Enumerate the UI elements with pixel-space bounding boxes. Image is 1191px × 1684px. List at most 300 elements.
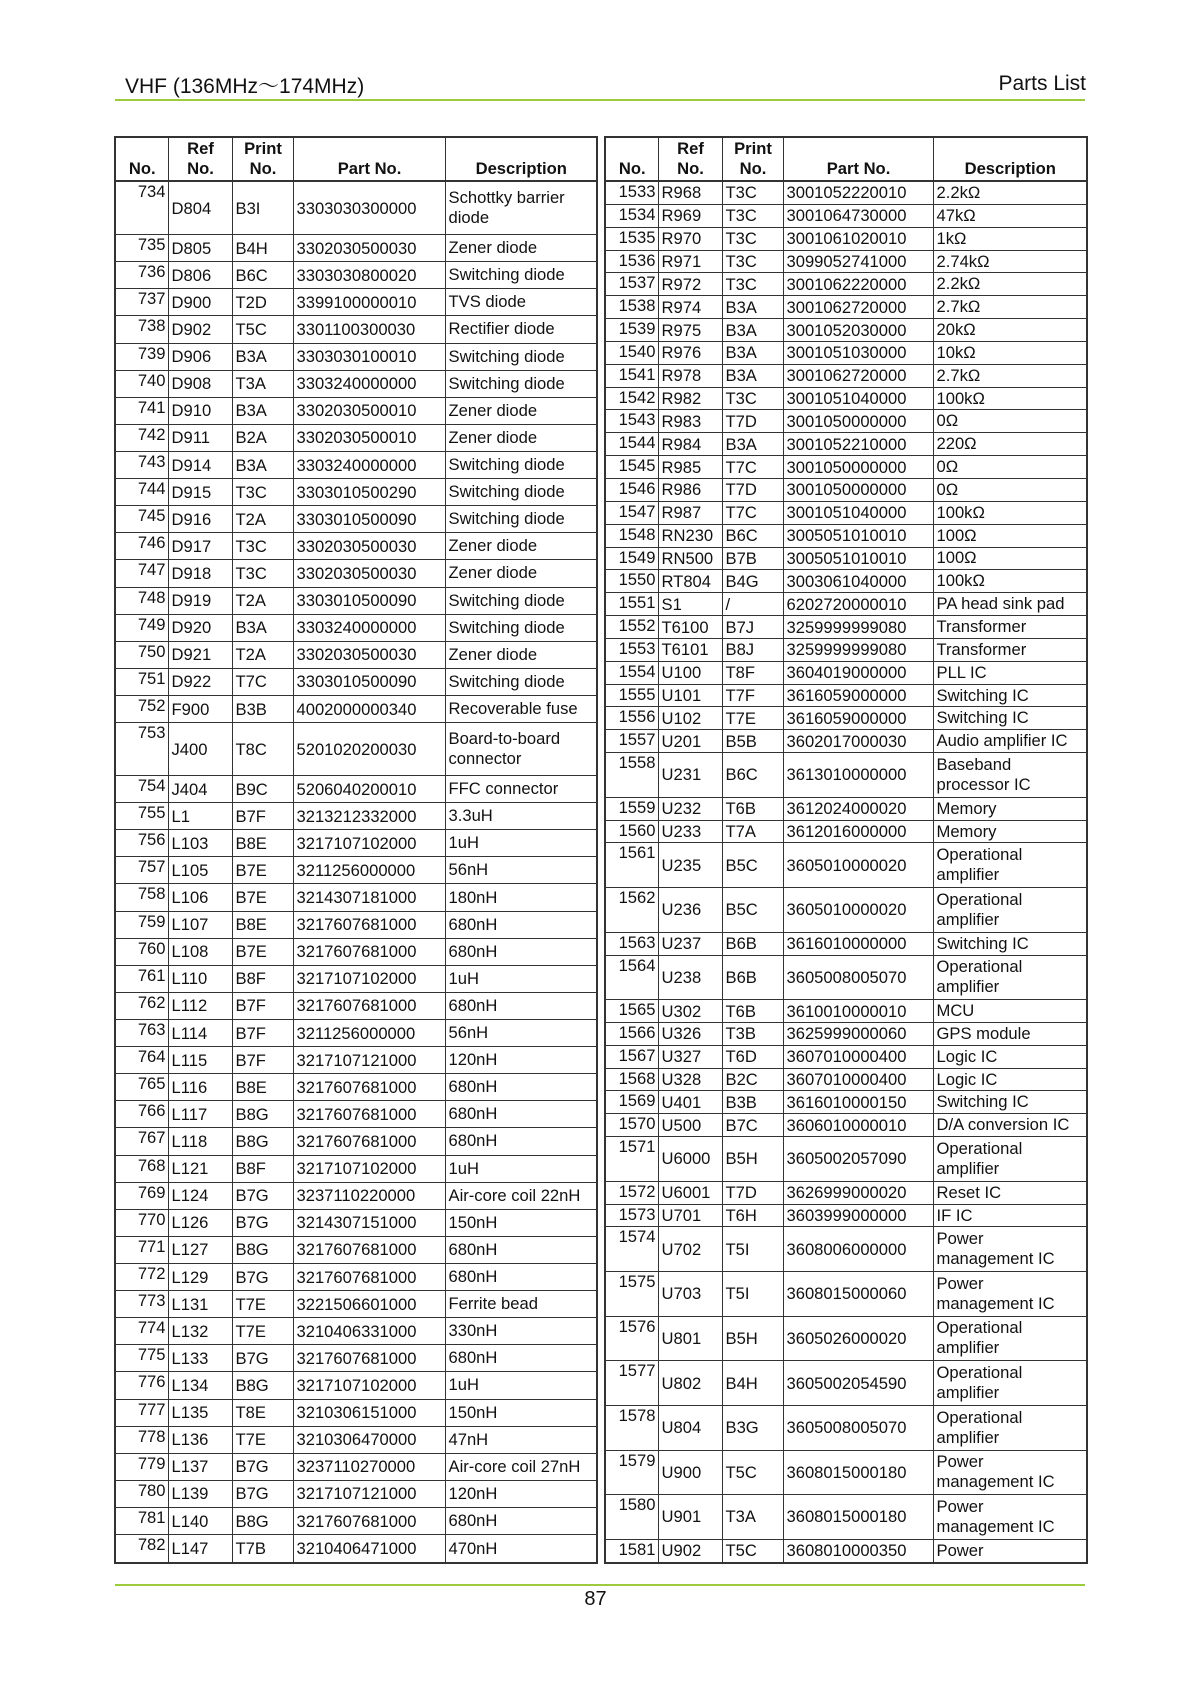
cell-part: 3303010500290 xyxy=(293,479,445,506)
cell-no: 760 xyxy=(115,938,168,965)
cell-part: 3302030500030 xyxy=(293,641,445,668)
cell-print: B3A xyxy=(722,433,783,456)
cell-part: 3001062220000 xyxy=(783,273,933,296)
cell-no: 1550 xyxy=(605,570,658,593)
cell-part: 3217607681000 xyxy=(293,1507,445,1534)
cell-desc: 680nH xyxy=(445,911,597,938)
cell-ref: L112 xyxy=(168,992,232,1019)
cell-part: 3001064730000 xyxy=(783,204,933,227)
cell-ref: L118 xyxy=(168,1128,232,1155)
cell-ref: R978 xyxy=(658,364,722,387)
cell-ref: U237 xyxy=(658,932,722,955)
table-row xyxy=(115,262,597,289)
cell-ref: R972 xyxy=(658,273,722,296)
cell-desc: Power management IC xyxy=(933,1272,1087,1317)
cell-no: 1534 xyxy=(605,204,658,227)
cell-part: 3217107102000 xyxy=(293,1155,445,1182)
cell-print: T7D xyxy=(722,410,783,433)
cell-print: B7E xyxy=(232,884,293,911)
cell-ref: R976 xyxy=(658,341,722,364)
cell-part: 3217607681000 xyxy=(293,1128,445,1155)
cell-print: B7B xyxy=(722,547,783,570)
cell-desc: Switching diode xyxy=(445,370,597,397)
cell-print: B3B xyxy=(232,695,293,722)
cell-part: 3259999999080 xyxy=(783,616,933,639)
cell-no: 1552 xyxy=(605,616,658,639)
table-row xyxy=(115,668,597,695)
table-row xyxy=(605,296,1087,319)
cell-no: 1559 xyxy=(605,797,658,820)
cell-part: 3001061020010 xyxy=(783,227,933,250)
cell-print: B7G xyxy=(232,1480,293,1507)
cell-no: 1545 xyxy=(605,456,658,479)
cell-print: B8G xyxy=(232,1101,293,1128)
cell-no: 1569 xyxy=(605,1091,658,1114)
cell-part: 3301100300030 xyxy=(293,316,445,343)
cell-print: T8F xyxy=(722,661,783,684)
cell-desc: 100kΩ xyxy=(933,570,1087,593)
cell-part: 3605008005070 xyxy=(783,955,933,1000)
cell-print: T3B xyxy=(722,1022,783,1045)
table-row xyxy=(605,1450,1087,1495)
cell-part: 3303010500090 xyxy=(293,587,445,614)
cell-ref: U201 xyxy=(658,730,722,753)
table-row xyxy=(115,1182,597,1209)
cell-print: B3A xyxy=(722,341,783,364)
cell-no: 759 xyxy=(115,911,168,938)
cell-desc: 56nH xyxy=(445,857,597,884)
cell-part: 3616059000000 xyxy=(783,707,933,730)
cell-part: 3217607681000 xyxy=(293,1345,445,1372)
cell-part: 3237110270000 xyxy=(293,1453,445,1480)
cell-no: 1535 xyxy=(605,227,658,250)
cell-ref: R975 xyxy=(658,319,722,342)
cell-ref: L107 xyxy=(168,911,232,938)
cell-part: 3610010000010 xyxy=(783,1000,933,1023)
table-row xyxy=(115,857,597,884)
cell-no: 1567 xyxy=(605,1045,658,1068)
cell-part: 3608015000180 xyxy=(783,1495,933,1540)
table-row xyxy=(115,1155,597,1182)
cell-part: 3210406471000 xyxy=(293,1535,445,1563)
cell-no: 1572 xyxy=(605,1181,658,1204)
cell-ref: L132 xyxy=(168,1318,232,1345)
cell-part: 3217607681000 xyxy=(293,1074,445,1101)
cell-desc: 1uH xyxy=(445,830,597,857)
cell-desc: Recoverable fuse xyxy=(445,695,597,722)
cell-no: 774 xyxy=(115,1318,168,1345)
cell-desc: Zener diode xyxy=(445,641,597,668)
cell-part: 3303010500090 xyxy=(293,506,445,533)
cell-part: 3210406331000 xyxy=(293,1318,445,1345)
cell-desc: Operational amplifier xyxy=(933,1361,1087,1406)
cell-no: 750 xyxy=(115,641,168,668)
cell-no: 1553 xyxy=(605,638,658,661)
cell-ref: L139 xyxy=(168,1480,232,1507)
cell-no: 737 xyxy=(115,289,168,316)
cell-print: T5C xyxy=(722,1450,783,1495)
table-row xyxy=(115,343,597,370)
cell-desc: Reset IC xyxy=(933,1181,1087,1204)
table-row xyxy=(605,888,1087,933)
cell-desc: Power xyxy=(933,1539,1087,1563)
cell-no: 747 xyxy=(115,560,168,587)
cell-desc: 100Ω xyxy=(933,547,1087,570)
cell-desc: 180nH xyxy=(445,884,597,911)
table-row xyxy=(605,524,1087,547)
cell-print: T7E xyxy=(232,1426,293,1453)
cell-part: 3605002057090 xyxy=(783,1137,933,1182)
cell-desc: Operational amplifier xyxy=(933,955,1087,1000)
cell-no: 742 xyxy=(115,424,168,451)
cell-ref: U802 xyxy=(658,1361,722,1406)
cell-part: 3217607681000 xyxy=(293,938,445,965)
table-row xyxy=(115,830,597,857)
cell-part: 3302030500010 xyxy=(293,424,445,451)
cell-print: B7G xyxy=(232,1209,293,1236)
cell-ref: D916 xyxy=(168,506,232,533)
cell-print: / xyxy=(722,593,783,616)
cell-no: 1533 xyxy=(605,181,658,204)
table-row xyxy=(605,387,1087,410)
cell-desc: Zener diode xyxy=(445,235,597,262)
cell-part: 3217607681000 xyxy=(293,1101,445,1128)
cell-ref: U302 xyxy=(658,1000,722,1023)
table-row xyxy=(605,250,1087,273)
cell-no: 1579 xyxy=(605,1450,658,1495)
cell-part: 3605002054590 xyxy=(783,1361,933,1406)
cell-no: 1565 xyxy=(605,1000,658,1023)
cell-ref: D805 xyxy=(168,235,232,262)
cell-ref: U231 xyxy=(658,753,722,798)
cell-no: 744 xyxy=(115,479,168,506)
cell-ref: L103 xyxy=(168,830,232,857)
cell-no: 1549 xyxy=(605,547,658,570)
table-row xyxy=(115,1507,597,1534)
cell-desc: MCU xyxy=(933,1000,1087,1023)
cell-part: 3221506601000 xyxy=(293,1291,445,1318)
cell-print: T3C xyxy=(722,204,783,227)
cell-part: 3607010000400 xyxy=(783,1068,933,1091)
cell-part: 3001051040000 xyxy=(783,387,933,410)
cell-ref: L110 xyxy=(168,965,232,992)
table-row xyxy=(115,235,597,262)
cell-no: 754 xyxy=(115,776,168,803)
cell-desc: 150nH xyxy=(445,1209,597,1236)
cell-print: B3A xyxy=(232,614,293,641)
cell-ref: U900 xyxy=(658,1450,722,1495)
cell-print: B8E xyxy=(232,830,293,857)
cell-no: 779 xyxy=(115,1453,168,1480)
cell-ref: D918 xyxy=(168,560,232,587)
table-row xyxy=(115,397,597,424)
cell-ref: D922 xyxy=(168,668,232,695)
cell-print: B8G xyxy=(232,1372,293,1399)
cell-no: 736 xyxy=(115,262,168,289)
col-desc-header: Description xyxy=(933,137,1087,181)
col-no-header: No. xyxy=(605,137,658,181)
cell-desc: Zener diode xyxy=(445,560,597,587)
parts-table-left xyxy=(114,136,598,1564)
cell-ref: U500 xyxy=(658,1114,722,1137)
cell-desc: 100kΩ xyxy=(933,501,1087,524)
cell-part: 3612024000020 xyxy=(783,797,933,820)
table-row xyxy=(605,820,1087,843)
cell-no: 1548 xyxy=(605,524,658,547)
cell-ref: L114 xyxy=(168,1020,232,1047)
table-row xyxy=(605,1316,1087,1361)
cell-ref: R984 xyxy=(658,433,722,456)
cell-desc: Air-core coil 27nH xyxy=(445,1453,597,1480)
cell-desc: 680nH xyxy=(445,1236,597,1263)
cell-ref: RN230 xyxy=(658,524,722,547)
table-row xyxy=(115,1209,597,1236)
cell-part: 3001052220010 xyxy=(783,181,933,204)
cell-no: 756 xyxy=(115,830,168,857)
cell-no: 769 xyxy=(115,1182,168,1209)
cell-no: 1571 xyxy=(605,1137,658,1182)
cell-part: 3612016000000 xyxy=(783,820,933,843)
cell-desc: 0Ω xyxy=(933,456,1087,479)
cell-desc: 2.74kΩ xyxy=(933,250,1087,273)
cell-ref: L115 xyxy=(168,1047,232,1074)
cell-no: 734 xyxy=(115,181,168,235)
cell-part: 3303030800020 xyxy=(293,262,445,289)
cell-desc: Audio amplifier IC xyxy=(933,730,1087,753)
cell-no: 781 xyxy=(115,1507,168,1534)
table-row xyxy=(115,1426,597,1453)
cell-no: 1563 xyxy=(605,932,658,955)
table-row xyxy=(605,1539,1087,1563)
cell-no: 770 xyxy=(115,1209,168,1236)
cell-no: 740 xyxy=(115,370,168,397)
cell-ref: U101 xyxy=(658,684,722,707)
table-row xyxy=(605,1068,1087,1091)
cell-print: T3C xyxy=(722,250,783,273)
cell-ref: R971 xyxy=(658,250,722,273)
cell-ref: U236 xyxy=(658,888,722,933)
table-row xyxy=(115,1480,597,1507)
table-row xyxy=(605,204,1087,227)
cell-ref: U6000 xyxy=(658,1137,722,1182)
cell-ref: L140 xyxy=(168,1507,232,1534)
cell-ref: U327 xyxy=(658,1045,722,1068)
cell-no: 1540 xyxy=(605,341,658,364)
cell-part: 5201020200030 xyxy=(293,723,445,776)
cell-print: B7G xyxy=(232,1263,293,1290)
cell-desc: Operational amplifier xyxy=(933,1137,1087,1182)
cell-part: 3625999000060 xyxy=(783,1022,933,1045)
cell-desc: 120nH xyxy=(445,1480,597,1507)
table-row xyxy=(605,227,1087,250)
cell-desc: Memory xyxy=(933,797,1087,820)
cell-desc: Switching diode xyxy=(445,451,597,478)
table-row xyxy=(605,570,1087,593)
cell-print: T5C xyxy=(232,316,293,343)
cell-part: 3605010000020 xyxy=(783,888,933,933)
table-row xyxy=(605,1045,1087,1068)
cell-ref: U703 xyxy=(658,1272,722,1317)
cell-ref: D902 xyxy=(168,316,232,343)
cell-part: 3302030500030 xyxy=(293,533,445,560)
cell-print: T7E xyxy=(722,707,783,730)
cell-desc: PA head sink pad xyxy=(933,593,1087,616)
cell-desc: 680nH xyxy=(445,1074,597,1101)
cell-print: B6C xyxy=(232,262,293,289)
cell-no: 752 xyxy=(115,695,168,722)
table-row xyxy=(605,341,1087,364)
cell-desc: 20kΩ xyxy=(933,319,1087,342)
table-row xyxy=(115,1453,597,1480)
col-ref-header: Ref No. xyxy=(168,137,232,181)
cell-ref: D906 xyxy=(168,343,232,370)
cell-part: 3217107121000 xyxy=(293,1480,445,1507)
cell-ref: U701 xyxy=(658,1204,722,1227)
cell-part: 3214307151000 xyxy=(293,1209,445,1236)
cell-no: 1578 xyxy=(605,1405,658,1450)
cell-ref: D919 xyxy=(168,587,232,614)
cell-desc: 330nH xyxy=(445,1318,597,1345)
cell-print: T8E xyxy=(232,1399,293,1426)
cell-desc: Switching diode xyxy=(445,506,597,533)
cell-print: B7F xyxy=(232,992,293,1019)
cell-desc: Switching diode xyxy=(445,587,597,614)
cell-no: 778 xyxy=(115,1426,168,1453)
table-row xyxy=(605,1272,1087,1317)
cell-print: B7F xyxy=(232,803,293,830)
cell-ref: U901 xyxy=(658,1495,722,1540)
cell-ref: U801 xyxy=(658,1316,722,1361)
cell-ref: L105 xyxy=(168,857,232,884)
cell-desc: Ferrite bead xyxy=(445,1291,597,1318)
cell-part: 3211256000000 xyxy=(293,857,445,884)
table-row xyxy=(115,641,597,668)
cell-no: 1541 xyxy=(605,364,658,387)
table-row xyxy=(605,638,1087,661)
table-row xyxy=(605,843,1087,888)
cell-print: B5B xyxy=(722,730,783,753)
cell-no: 1543 xyxy=(605,410,658,433)
cell-ref: T6100 xyxy=(658,616,722,639)
cell-no: 1536 xyxy=(605,250,658,273)
cell-part: 3303240000000 xyxy=(293,614,445,641)
cell-part: 3302030500030 xyxy=(293,235,445,262)
cell-desc: Switching diode xyxy=(445,262,597,289)
cell-part: 3605008005070 xyxy=(783,1405,933,1450)
cell-part: 3217607681000 xyxy=(293,1236,445,1263)
cell-print: T3C xyxy=(722,273,783,296)
cell-print: T7D xyxy=(722,479,783,502)
table-row xyxy=(605,479,1087,502)
cell-desc: Switching diode xyxy=(445,668,597,695)
cell-desc: Switching diode xyxy=(445,343,597,370)
cell-desc: FFC connector xyxy=(445,776,597,803)
cell-ref: J404 xyxy=(168,776,232,803)
cell-no: 1581 xyxy=(605,1539,658,1563)
table-row xyxy=(605,1227,1087,1272)
cell-ref: L137 xyxy=(168,1453,232,1480)
col-ref-header: Ref No. xyxy=(658,137,722,181)
cell-part: 3217107102000 xyxy=(293,965,445,992)
cell-no: 741 xyxy=(115,397,168,424)
cell-print: B5H xyxy=(722,1137,783,1182)
cell-part: 3099052741000 xyxy=(783,250,933,273)
table-row xyxy=(115,1318,597,1345)
cell-desc: Memory xyxy=(933,820,1087,843)
cell-ref: F900 xyxy=(168,695,232,722)
cell-no: 1538 xyxy=(605,296,658,319)
cell-no: 1542 xyxy=(605,387,658,410)
cell-desc: 0Ω xyxy=(933,410,1087,433)
table-row xyxy=(605,1091,1087,1114)
cell-print: B7E xyxy=(232,857,293,884)
cell-no: 748 xyxy=(115,587,168,614)
cell-ref: R986 xyxy=(658,479,722,502)
cell-desc: Board-to-board connector xyxy=(445,723,597,776)
cell-no: 749 xyxy=(115,614,168,641)
cell-part: 3604019000000 xyxy=(783,661,933,684)
cell-no: 1537 xyxy=(605,273,658,296)
cell-no: 1574 xyxy=(605,1227,658,1272)
cell-part: 3626999000020 xyxy=(783,1181,933,1204)
table-row xyxy=(605,797,1087,820)
cell-desc: 10kΩ xyxy=(933,341,1087,364)
table-header-row xyxy=(605,137,1087,181)
cell-print: B8G xyxy=(232,1507,293,1534)
cell-no: 773 xyxy=(115,1291,168,1318)
table-row xyxy=(115,965,597,992)
cell-no: 761 xyxy=(115,965,168,992)
cell-no: 1554 xyxy=(605,661,658,684)
cell-desc: Power management IC xyxy=(933,1450,1087,1495)
table-row xyxy=(605,1405,1087,1450)
col-desc-header: Description xyxy=(445,137,597,181)
table-row xyxy=(115,1047,597,1074)
cell-desc: 47kΩ xyxy=(933,204,1087,227)
table-row xyxy=(605,547,1087,570)
cell-print: B3B xyxy=(722,1091,783,1114)
cell-no: 1576 xyxy=(605,1316,658,1361)
cell-no: 765 xyxy=(115,1074,168,1101)
cell-print: T3C xyxy=(232,479,293,506)
cell-no: 746 xyxy=(115,533,168,560)
cell-ref: D921 xyxy=(168,641,232,668)
table-row xyxy=(115,424,597,451)
cell-no: 1580 xyxy=(605,1495,658,1540)
cell-desc: 680nH xyxy=(445,1345,597,1372)
cell-no: 743 xyxy=(115,451,168,478)
cell-desc: 2.7kΩ xyxy=(933,364,1087,387)
cell-no: 780 xyxy=(115,1480,168,1507)
cell-part: 3399100000010 xyxy=(293,289,445,316)
cell-part: 3605010000020 xyxy=(783,843,933,888)
cell-desc: Transformer xyxy=(933,638,1087,661)
table-row xyxy=(605,616,1087,639)
cell-part: 3303030300000 xyxy=(293,181,445,235)
table-row xyxy=(115,1291,597,1318)
cell-ref: L124 xyxy=(168,1182,232,1209)
cell-desc: Transformer xyxy=(933,616,1087,639)
cell-no: 1555 xyxy=(605,684,658,707)
cell-desc: Power management IC xyxy=(933,1227,1087,1272)
cell-ref: D915 xyxy=(168,479,232,506)
cell-desc: 680nH xyxy=(445,1101,597,1128)
cell-ref: L136 xyxy=(168,1426,232,1453)
cell-ref: R985 xyxy=(658,456,722,479)
cell-desc: 3.3uH xyxy=(445,803,597,830)
cell-print: B7E xyxy=(232,938,293,965)
cell-desc: 120nH xyxy=(445,1047,597,1074)
